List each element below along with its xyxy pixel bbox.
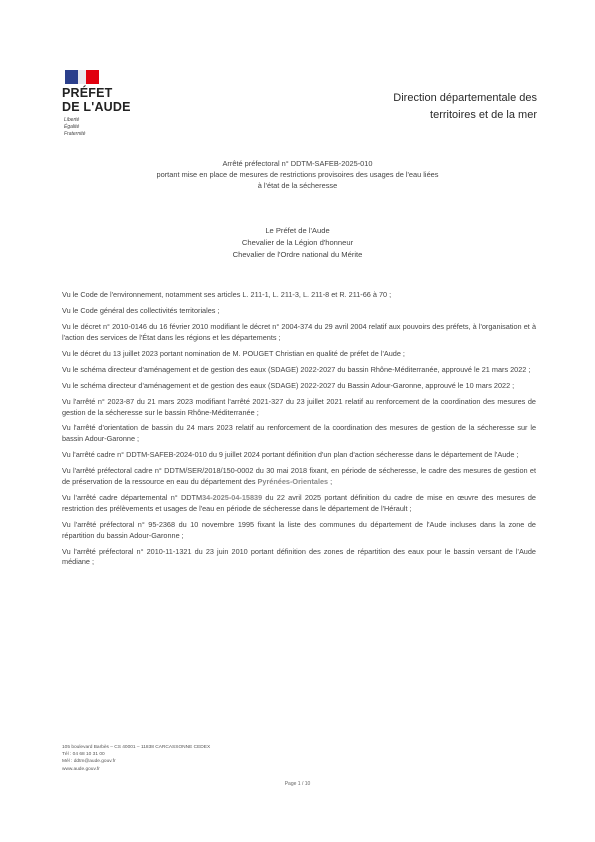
flag-blue-stripe [65,70,78,84]
visa-paragraph [62,493,536,515]
footer-email: Mél : ddtm@aude.gouv.fr [62,759,116,765]
visa-paragraph [62,381,536,392]
visa-paragraph [62,466,536,488]
visa-text: Vu l'arrêté cadre n° DDTM-SAFEB-2024-010 du 9 juillet 2024 portant définition d'un plan d'action sécheresse dans le département de l'Aude ; [62,450,519,460]
visa-paragraph [62,450,536,461]
visa-text: Vu l'arrêté cadre départemental n° DDTM [62,493,203,503]
footer-contact [62,744,210,773]
visa-paragraph [62,397,536,419]
visa-text: Vu le décret n° 2010-0146 du 16 février 2010 modifiant le décret n° 2004-374 du 29 avril 2004 relatif aux pouvoirs des préfets, à l'organisation et à l'action des services de l'État dans les régions et les départements ; [62,321,536,342]
prefet-titles [0,225,595,261]
visa-text: Vu le Code de l'environnement, notamment ses articles L. 211-1, L. 211-3, L. 211-8 et R. 211-66 à 70 ; [62,290,392,299]
visa-text: Vu l'arrêté préfectoral n° 2010-11-1321 du 23 juin 2010 portant définition des zones de répartition des eaux pour le bassin versant de l'Aude médiane ; [62,546,536,567]
footer-website: www.aude.gouv.fr [62,766,100,772]
footer-address: 105 boulevard Barbès – CS 40001 – 11838 CARCASSONNE CEDEX [62,745,211,750]
logo-line-aude: DE L'AUDE [62,100,131,114]
visa-text: Vu l'arrêté n° 2023-87 du 21 mars 2023 modifiant l'arrêté 2021-327 du 23 juillet 2021 relatif au renforcement de la coordination des mesures de gestion de la sécheresse sur le bassin Rhône-Méditerranée ; [62,396,536,417]
visa-paragraph [62,520,536,542]
logo-line-prefet: PRÉFET [62,86,113,100]
visa-paragraph [62,306,536,317]
motto-fraternite: Fraternité [64,131,86,137]
page-number: Page 1 / 10 [284,781,311,787]
visas-list [62,290,536,573]
visa-text: Vu le schéma directeur d'aménagement et de gestion des eaux (SDAGE) 2022-2027 du bassin Rhône-Méditerranée, approuvé le 21 mars 2022 ; [62,364,531,374]
visa-text: Vu le Code général des collectivités territoriales ; [62,305,220,315]
visa-paragraph [62,423,536,445]
direction-line-1: Direction départementale des [393,92,537,104]
visa-text-after: du 22 avril 2025 portant définition du cadre de mise en œuvre des mesures de restriction des prélèvements et usages de l'eau en période de sécheresse dans le département de l'Hérault ; [62,493,536,513]
visa-text: Vu le schéma directeur d'aménagement et de gestion des eaux (SDAGE) 2022-2027 du Bassin Adour-Garonne, approuvé le 10 mars 2022 ; [62,380,515,390]
flag-red-stripe [86,70,99,84]
visa-text: Vu le décret du 13 juillet 2023 portant nomination de M. POUGET Christian en qualité de préfet de l'Aude ; [62,348,405,358]
motto-liberte: Liberté [64,117,80,123]
visa-text: Vu l'arrêté d'orientation de bassin du 24 mars 2023 relatif au renforcement de la coordination des mesures de gestion de la sécheresse sur le bassin Adour-Garonne ; [62,423,536,444]
arrete-title [0,158,595,191]
visa-text: Vu l'arrêté préfectoral cadre n° DDTM/SER/2018/150-0002 du 30 mai 2018 fixant, en période de sécheresse, le cadre des mesures de gestion et de préservation de la ressource en eau du département des [62,466,536,487]
direction-header [393,90,537,124]
visa-highlight: Pyrénées-Orientales [257,477,329,487]
visa-text-after: ; [328,477,333,487]
arrete-line-2: portant mise en place de mesures de restrictions provisoires des usages de l'eau liées [156,170,439,179]
prefet-line-1: Le Préfet de l'Aude [265,226,330,235]
flag-white-stripe [78,70,86,84]
prefet-line-3: Chevalier de l'Ordre national du Mérite [232,250,363,259]
direction-line-2: territoires et de la mer [430,109,537,121]
visa-paragraph [62,322,536,344]
visa-paragraph [62,290,536,301]
visa-paragraph [62,349,536,360]
visa-paragraph [62,365,536,376]
arrete-line-1: Arrêté préfectoral n° DDTM-SAFEB-2025-010 [222,159,373,168]
prefet-line-2: Chevalier de la Légion d'honneur [241,238,354,247]
french-flag-icon [65,70,99,84]
visa-highlight: 34-2025-04-15839 [202,493,263,503]
visa-text: Vu l'arrêté préfectoral n° 95-2368 du 10 novembre 1995 fixant la liste des communes du département de l'Aude incluses dans la zone de répartition du bassin Adour-Garonne ; [62,519,536,540]
visa-paragraph [62,547,536,569]
motto-egalite: Égalité [64,124,80,130]
footer-phone: Tél : 04 68 10 31 00 [62,752,105,758]
arrete-line-3: à l'état de la sécheresse [257,181,338,190]
